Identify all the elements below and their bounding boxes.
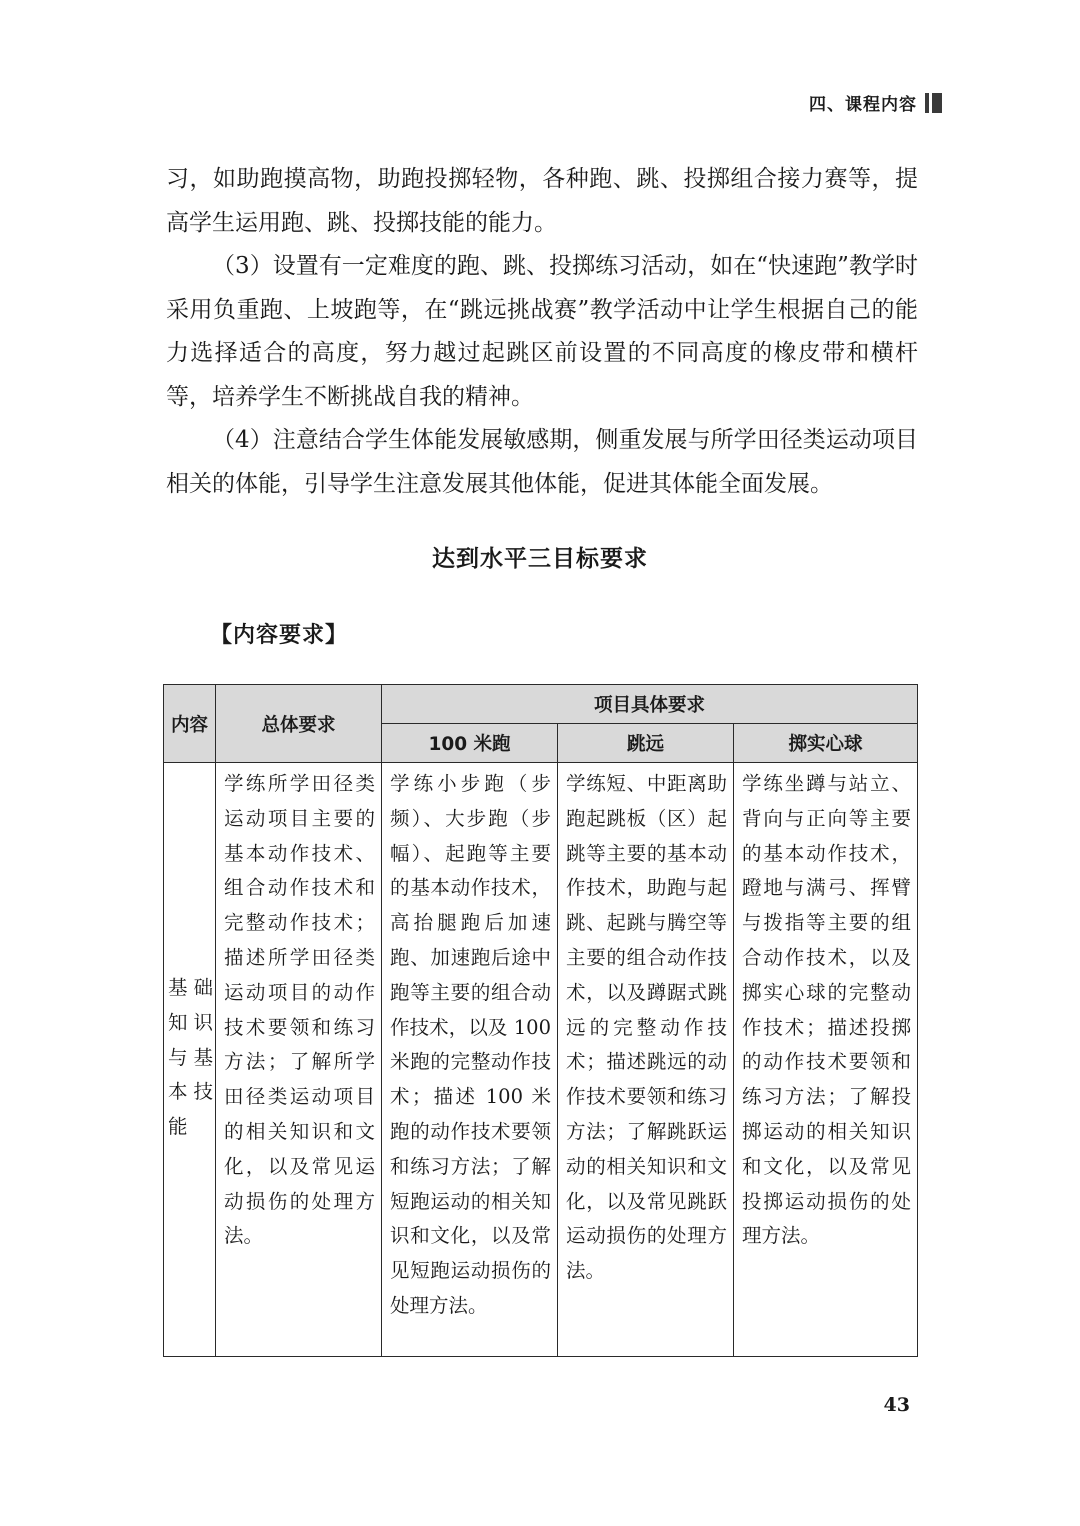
cell-overall: 学练所学田径类运动项目主要的基本动作技术、组合动作技术和完整动作技术；描述所学田径类运动项目的动作技术要领和练习方法；了解所学田径类运动项目的相关知识和文化，以及常见运动损伤的处理方法。 xyxy=(216,763,382,1357)
header-specific: 项目具体要求 xyxy=(382,685,918,724)
header-overall: 总体要求 xyxy=(216,685,382,763)
table-header-row xyxy=(164,685,918,724)
paragraph-item-3: （3）设置有一定难度的跑、跳、投掷练习活动，如在“快速跑”教学时采用负重跑、上坡跑等，在“跳远挑战赛”教学活动中让学生根据自己的能力选择适合的高度，努力越过起跳区前设置的不同高度的橡皮带和横杆等，培养学生不断挑战自我的精神。 xyxy=(166,253,918,410)
header-shot: 掷实心球 xyxy=(734,724,918,763)
paragraph-continuation: 习，如助跑摸高物，助跑投掷轻物，各种跑、跳、投掷组合接力赛等，提高学生运用跑、跳、投掷技能的能力。 xyxy=(166,166,918,236)
requirements-table xyxy=(163,684,918,1357)
header-long-jump: 跳远 xyxy=(558,724,734,763)
paragraph-item-4: （4）注意结合学生体能发展敏感期，侧重发展与所学田径类运动项目相关的体能，引导学生注意发展其他体能，促进其体能全面发展。 xyxy=(166,427,918,497)
sub-heading: 【内容要求】 xyxy=(210,623,349,648)
header-content: 内容 xyxy=(164,685,216,763)
header-sprint: 100 米跑 xyxy=(382,724,558,763)
section-label: 四、课程内容 xyxy=(809,95,917,115)
header-bars-decoration xyxy=(925,93,942,113)
page-number: 43 xyxy=(883,1394,910,1416)
body-text xyxy=(166,158,918,506)
cell-sprint: 学练小步跑（步频）、大步跑（步幅）、起跑等主要的基本动作技术，高抬腿跑后加速跑、加速跑后途中跑等主要的组合动作技术，以及 100 米跑的完整动作技术；描述 100 米跑的动作技术要领和练习方法；了解短跑运动的相关知识和文化，以及常见短跑运动损伤的处理方法。 xyxy=(382,763,558,1357)
running-header xyxy=(809,90,942,115)
header-bar-thin xyxy=(925,93,929,113)
cell-long-jump: 学练短、中距离助跑起跳板（区）起跳等主要的基本动作技术，助跑与起跳、起跳与腾空等主要的组合动作技术，以及蹲踞式跳远的完整动作技术；描述跳远的动作技术要领和练习方法；了解跳跃运动的相关知识和文化，以及常见跳跃运动损伤的处理方法。 xyxy=(558,763,734,1357)
header-bar-thick xyxy=(932,93,942,113)
table-row xyxy=(164,763,918,1357)
cell-shot: 学练坐蹲与站立、背向与正向等主要的基本动作技术，蹬地与满弓、挥臂与拨指等主要的组合动作技术，以及掷实心球的完整动作技术；描述投掷的动作技术要领和练习方法；了解投掷运动的相关知识和文化，以及常见投掷运动损伤的处理方法。 xyxy=(734,763,918,1357)
cell-category: 基础知识与基本技能 xyxy=(164,763,216,1357)
section-title: 达到水平三目标要求 xyxy=(432,546,648,572)
